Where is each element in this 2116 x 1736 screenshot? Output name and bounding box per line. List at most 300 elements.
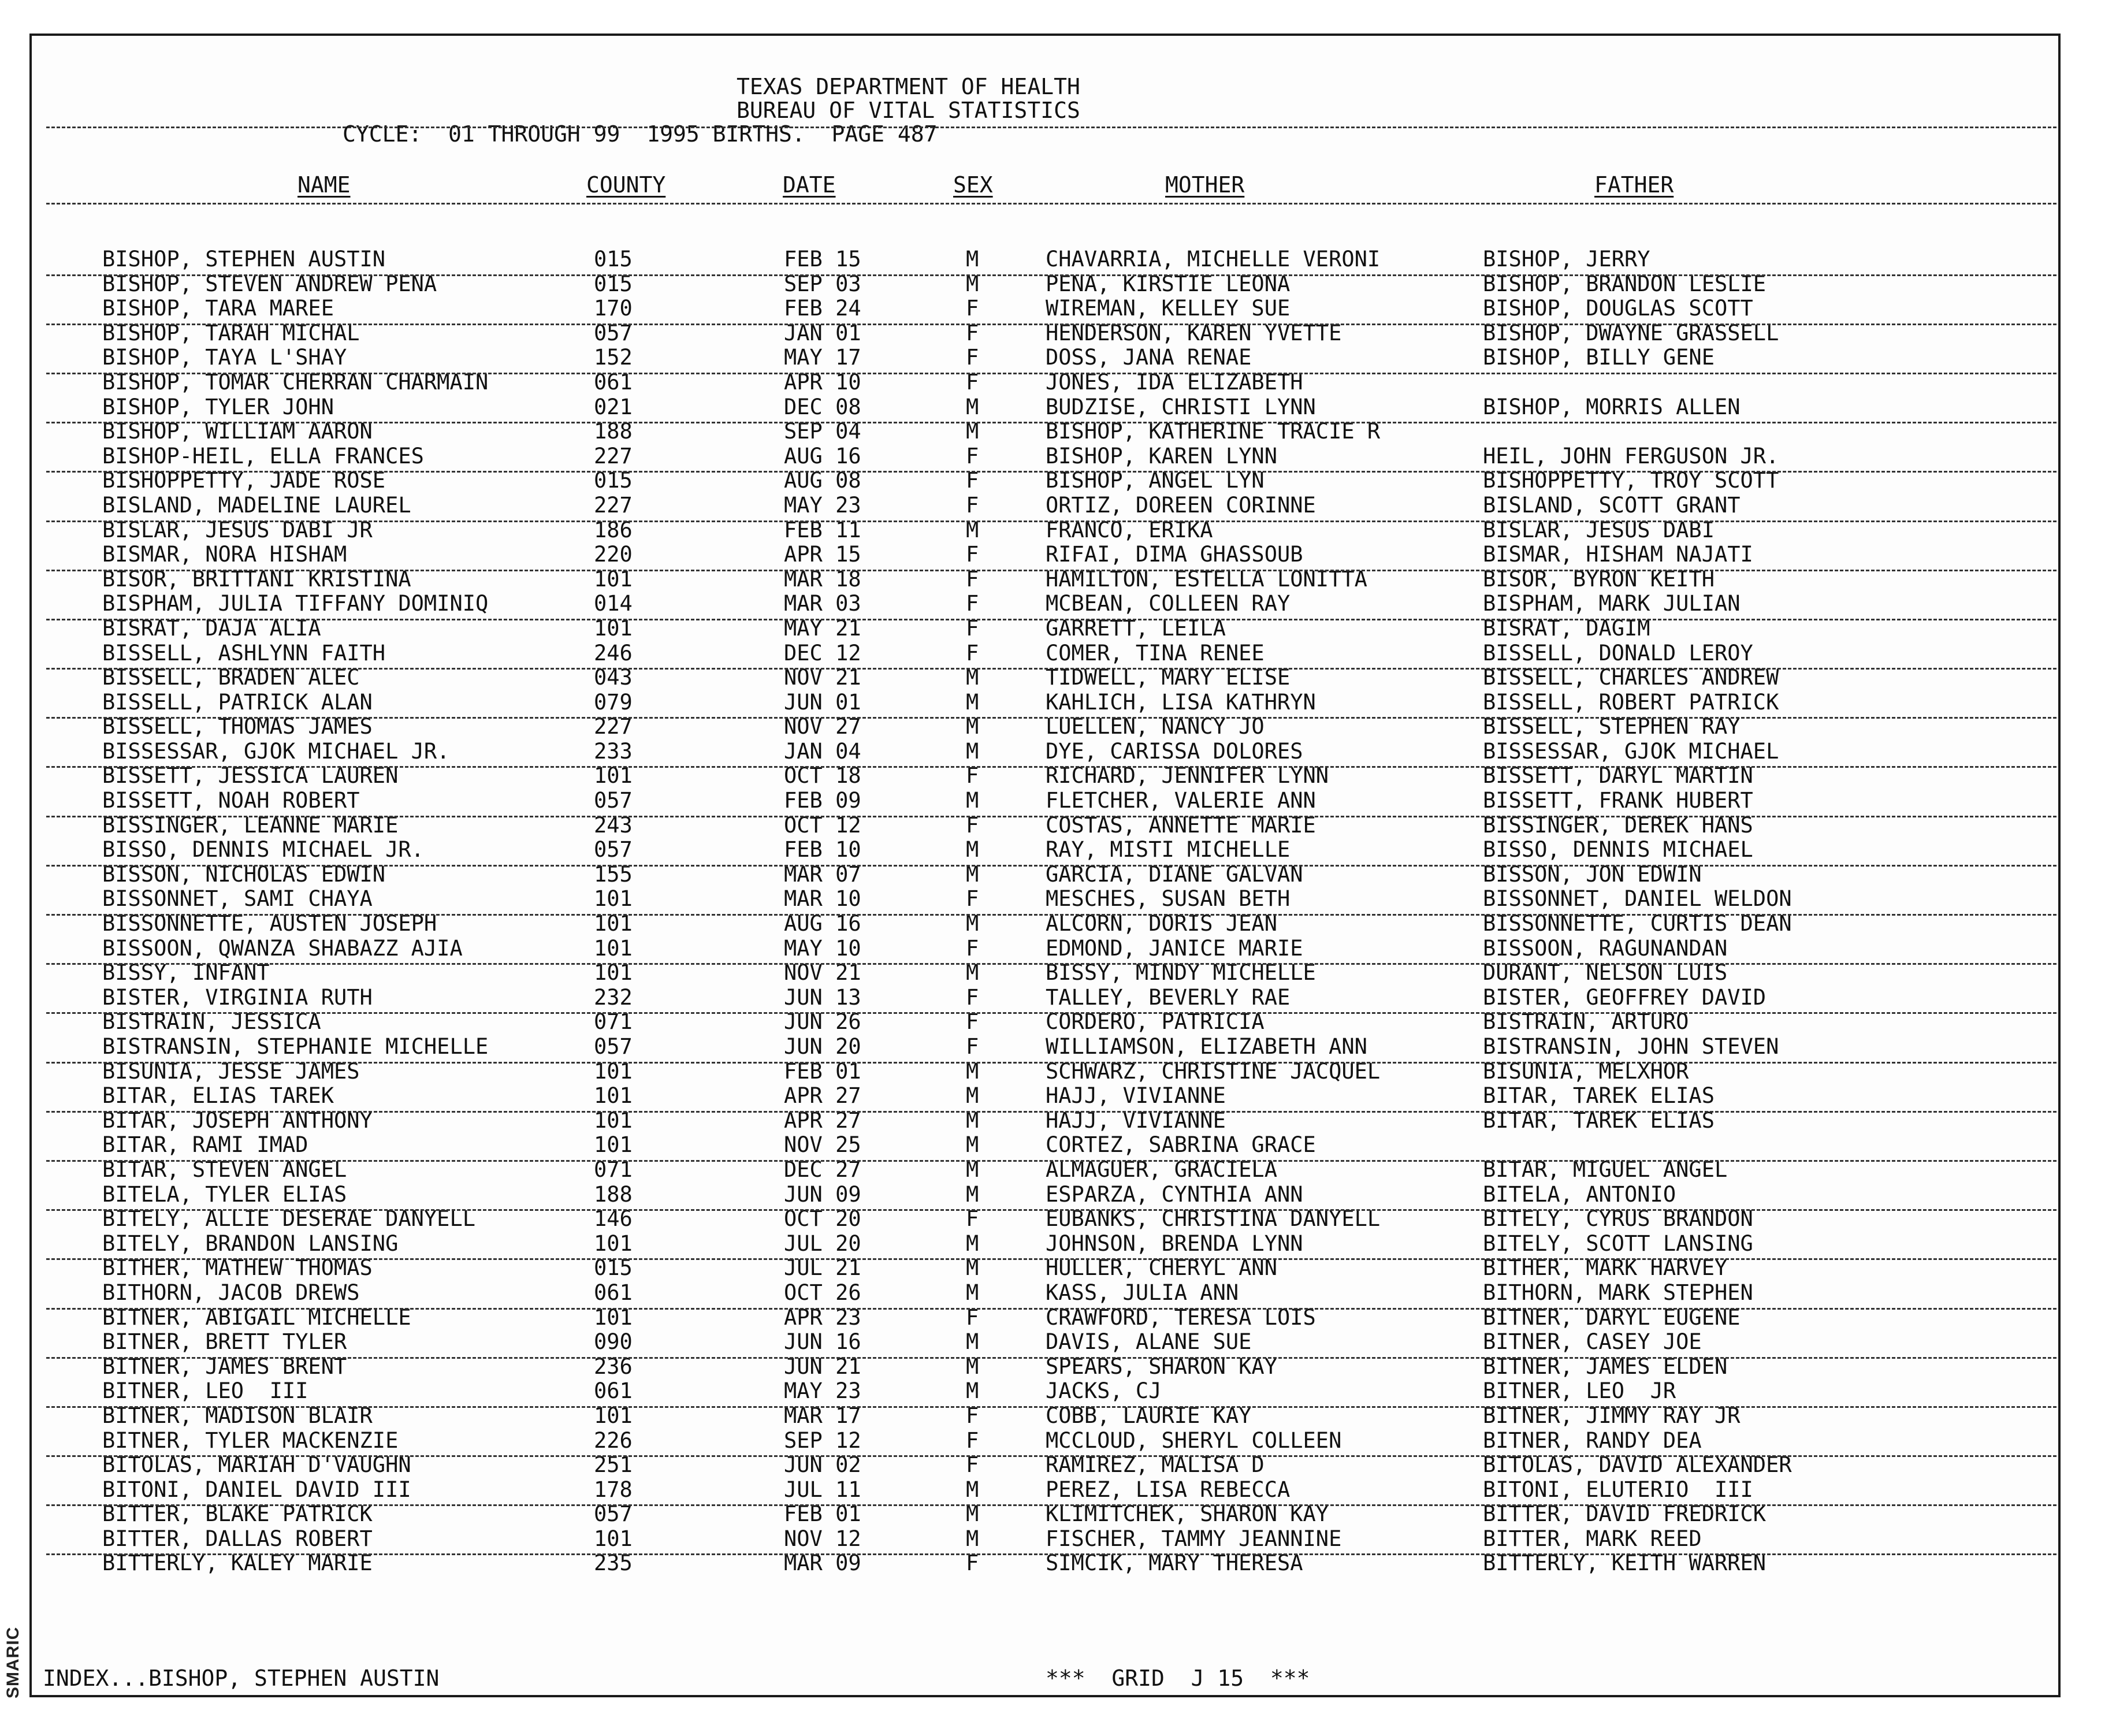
cell-father: BISSETT, FRANK HUBERT	[1483, 788, 1753, 813]
cell-sex: M	[966, 1083, 979, 1109]
cell-mother: TIDWELL, MARY ELISE	[1046, 665, 1291, 690]
cell-sex: M	[966, 665, 979, 690]
table-row	[0, 936, 2116, 961]
cell-sex: F	[966, 296, 979, 321]
cell-father: BITTER, MARK REED	[1483, 1526, 1702, 1551]
cell-father: BISSELL, ROBERT PATRICK	[1483, 689, 1779, 715]
cell-county: 015	[594, 271, 633, 296]
cell-father: HEIL, JOHN FERGUSON JR.	[1483, 443, 1779, 469]
table-row	[0, 493, 2116, 518]
table-row	[0, 469, 2116, 493]
cycle-line: CYCLE: 01 THROUGH 99 1995 BIRTHS. PAGE 487	[343, 121, 938, 147]
cell-county: 101	[594, 566, 633, 592]
cell-date: AUG 16	[784, 911, 861, 936]
cell-county: 079	[594, 689, 633, 715]
cell-sex: M	[966, 1354, 979, 1379]
cell-sex: F	[966, 345, 979, 370]
cell-sex: F	[966, 1206, 979, 1232]
table-row	[0, 739, 2116, 764]
cell-county: 101	[594, 615, 633, 641]
cell-sex: M	[966, 1157, 979, 1182]
cell-mother: COBB, LAURIE KAY	[1046, 1403, 1252, 1428]
cell-name: BISHOP-HEIL, ELLA FRANCES	[102, 443, 424, 469]
cell-date: FEB 24	[784, 296, 861, 321]
cell-sex: M	[966, 1132, 979, 1158]
cell-sex: M	[966, 1477, 979, 1502]
cell-county: 071	[594, 1009, 633, 1035]
table-row	[0, 1330, 2116, 1355]
cell-name: BISTRANSIN, STEPHANIE MICHELLE	[102, 1034, 489, 1059]
cell-county: 043	[594, 665, 633, 690]
cell-date: FEB 09	[784, 788, 861, 813]
cell-sex: M	[966, 1280, 979, 1305]
cell-county: 061	[594, 1378, 633, 1404]
table-row	[0, 789, 2116, 813]
cell-father: BISSELL, STEPHEN RAY	[1483, 714, 1741, 739]
cell-name: BITAR, JOSEPH ANTHONY	[102, 1107, 373, 1133]
cell-county: 061	[594, 1280, 633, 1305]
column-header-county: COUNTY	[586, 172, 666, 198]
cell-sex: M	[966, 960, 979, 986]
cell-date: JAN 01	[784, 320, 861, 345]
cell-sex: M	[966, 394, 979, 419]
cell-county: 057	[594, 837, 633, 863]
cell-sex: M	[966, 1058, 979, 1084]
table-row	[0, 444, 2116, 469]
table-row	[0, 1158, 2116, 1183]
cell-date: JUN 26	[784, 1009, 861, 1035]
cell-mother: KASS, JULIA ANN	[1046, 1280, 1239, 1305]
cell-father: BITTERLY, KEITH WARREN	[1483, 1551, 1767, 1576]
table-row	[0, 321, 2116, 346]
cell-sex: M	[966, 1231, 979, 1256]
cell-mother: BISHOP, ANGEL LYN	[1046, 468, 1265, 493]
cell-date: FEB 11	[784, 517, 861, 542]
cell-name: BISSY, INFANT	[102, 960, 270, 986]
column-header-father: FATHER	[1594, 172, 1674, 198]
cell-father: BISMAR, HISHAM NAJATI	[1483, 542, 1753, 567]
cell-county: 057	[594, 1034, 633, 1059]
cell-sex: F	[966, 492, 979, 518]
table-row	[0, 1084, 2116, 1109]
cell-mother: DAVIS, ALANE SUE	[1046, 1329, 1252, 1355]
cell-date: JUN 20	[784, 1034, 861, 1059]
cell-sex: F	[966, 812, 979, 838]
cell-county: 101	[594, 1058, 633, 1084]
cell-name: BISSELL, THOMAS JAMES	[102, 714, 373, 739]
cell-father: BISTRANSIN, JOHN STEVEN	[1483, 1034, 1779, 1059]
cell-father: BISHOP, DWAYNE GRASSELL	[1483, 320, 1779, 345]
cell-name: BISLAND, MADELINE LAUREL	[102, 492, 411, 518]
cell-county: 015	[594, 468, 633, 493]
cell-mother: CHAVARRIA, MICHELLE VERONI	[1046, 247, 1381, 272]
cell-mother: MCBEAN, COLLEEN RAY	[1046, 591, 1291, 616]
cell-father: BISLAND, SCOTT GRANT	[1483, 492, 1741, 518]
cell-sex: F	[966, 640, 979, 666]
cell-mother: HULLER, CHERYL ANN	[1046, 1255, 1277, 1281]
cell-sex: M	[966, 1329, 979, 1355]
cell-father: BISHOP, BRANDON LESLIE	[1483, 271, 1767, 296]
cell-name: BISHOP, TOMAR CHERRAN CHARMAIN	[102, 369, 489, 395]
table-row	[0, 616, 2116, 641]
cell-sex: M	[966, 689, 979, 715]
column-header-dashed-rule	[46, 203, 2057, 205]
cell-father: BISSONNET, DANIEL WELDON	[1483, 886, 1792, 912]
cell-father: BITOLAS, DAVID ALEXANDER	[1483, 1452, 1792, 1478]
cell-mother: COSTAS, ANNETTE MARIE	[1046, 812, 1316, 838]
cell-name: BISSELL, PATRICK ALAN	[102, 689, 373, 715]
cell-mother: RIFAI, DIMA GHASSOUB	[1046, 542, 1303, 567]
cell-county: 101	[594, 1526, 633, 1551]
cell-county: 220	[594, 542, 633, 567]
cell-mother: RAY, MISTI MICHELLE	[1046, 837, 1291, 863]
cell-date: JUL 20	[784, 1231, 861, 1256]
cell-mother: GARRETT, LEILA	[1046, 615, 1226, 641]
cell-father: BISSON, JON EDWIN	[1483, 861, 1702, 887]
cell-name: BISRAT, DAJA ALIA	[102, 615, 321, 641]
cell-date: MAR 07	[784, 861, 861, 887]
cell-mother: LUELLEN, NANCY JO	[1046, 714, 1265, 739]
cell-mother: ALCORN, DORIS JEAN	[1046, 911, 1277, 936]
cell-father: BITNER, JAMES ELDEN	[1483, 1354, 1728, 1379]
cell-date: NOV 27	[784, 714, 861, 739]
cell-mother: PEREZ, LISA REBECCA	[1046, 1477, 1291, 1502]
cell-county: 235	[594, 1551, 633, 1576]
cell-father: BITAR, MIGUEL ANGEL	[1483, 1157, 1728, 1182]
cell-date: JUN 02	[784, 1452, 861, 1478]
table-row	[0, 518, 2116, 543]
cell-name: BITELY, BRANDON LANSING	[102, 1231, 399, 1256]
cell-name: BISSINGER, LEANNE MARIE	[102, 812, 399, 838]
cell-name: BISPHAM, JULIA TIFFANY DOMINIQ	[102, 591, 489, 616]
cell-date: NOV 12	[784, 1526, 861, 1551]
cell-county: 178	[594, 1477, 633, 1502]
cell-name: BITAR, ELIAS TAREK	[102, 1083, 334, 1109]
table-row	[0, 1232, 2116, 1257]
cell-mother: DYE, CARISSA DOLORES	[1046, 738, 1303, 764]
cell-mother: EDMOND, JANICE MARIE	[1046, 935, 1303, 961]
cell-county: 233	[594, 738, 633, 764]
cell-name: BISSOON, QWANZA SHABAZZ AJIA	[102, 935, 463, 961]
cell-name: BISSONNET, SAMI CHAYA	[102, 886, 373, 912]
cell-name: BITNER, LEO III	[102, 1378, 308, 1404]
table-row	[0, 1404, 2116, 1429]
table-row	[0, 419, 2116, 444]
cell-name: BISTRAIN, JESSICA	[102, 1009, 321, 1035]
cell-sex: F	[966, 886, 979, 912]
table-row	[0, 690, 2116, 715]
cell-date: FEB 10	[784, 837, 861, 863]
table-row	[0, 395, 2116, 420]
cell-name: BISSETT, JESSICA LAUREN	[102, 763, 399, 789]
cell-name: BISSON, NICHOLAS EDWIN	[102, 861, 386, 887]
cell-date: AUG 16	[784, 443, 861, 469]
cell-county: 101	[594, 1107, 633, 1133]
cell-name: BITAR, STEVEN ANGEL	[102, 1157, 347, 1182]
table-row	[0, 1306, 2116, 1330]
cell-county: 021	[594, 394, 633, 419]
table-row	[0, 592, 2116, 616]
cell-name: BISTER, VIRGINIA RUTH	[102, 984, 373, 1010]
cell-father: BISSOON, RAGUNANDAN	[1483, 935, 1728, 961]
table-row	[0, 272, 2116, 297]
cell-date: JUN 21	[784, 1354, 861, 1379]
cell-name: BISSONNETTE, AUSTEN JOSEPH	[102, 911, 437, 936]
cell-date: MAY 23	[784, 492, 861, 518]
table-row	[0, 567, 2116, 592]
cell-mother: ALMAGUER, GRACIELA	[1046, 1157, 1277, 1182]
cell-sex: M	[966, 1107, 979, 1133]
cell-date: JUN 01	[784, 689, 861, 715]
cell-county: 014	[594, 591, 633, 616]
column-header-name: NAME	[297, 172, 351, 198]
cell-father: BISLAR, JESUS DABI	[1483, 517, 1715, 542]
table-row	[0, 1010, 2116, 1035]
cell-date: SEP 04	[784, 419, 861, 444]
cell-father: BISHOP, JERRY	[1483, 247, 1650, 272]
cell-mother: CORTEZ, SABRINA GRACE	[1046, 1132, 1316, 1158]
cell-date: MAR 09	[784, 1551, 861, 1576]
cell-name: BITOLAS, MARIAH D'VAUGHN	[102, 1452, 411, 1478]
cell-sex: M	[966, 738, 979, 764]
cell-mother: KLIMITCHEK, SHARON KAY	[1046, 1501, 1329, 1527]
table-row	[0, 1109, 2116, 1133]
cell-county: 101	[594, 1231, 633, 1256]
cell-sex: F	[966, 984, 979, 1010]
cell-sex: F	[966, 320, 979, 345]
cell-sex: M	[966, 247, 979, 272]
cell-sex: M	[966, 271, 979, 296]
cell-name: BISSO, DENNIS MICHAEL JR.	[102, 837, 424, 863]
table-row	[0, 1453, 2116, 1478]
cell-sex: M	[966, 1526, 979, 1551]
table-row	[0, 370, 2116, 395]
column-header-mother: MOTHER	[1165, 172, 1245, 198]
cell-father: BISHOP, BILLY GENE	[1483, 345, 1715, 370]
cell-sex: F	[966, 615, 979, 641]
cell-date: JUN 09	[784, 1181, 861, 1207]
cell-mother: FRANCO, ERIKA	[1046, 517, 1213, 542]
cell-mother: WILLIAMSON, ELIZABETH ANN	[1046, 1034, 1367, 1059]
cell-date: NOV 21	[784, 960, 861, 986]
cell-father: BISSINGER, DEREK HANS	[1483, 812, 1753, 838]
cell-father: BISUNIA, MELXHOR	[1483, 1058, 1689, 1084]
cell-name: BITNER, TYLER MACKENZIE	[102, 1428, 399, 1453]
cell-date: OCT 18	[784, 763, 861, 789]
cell-name: BITNER, JAMES BRENT	[102, 1354, 347, 1379]
cell-mother: BISHOP, KATHERINE TRACIE R	[1046, 419, 1381, 444]
cell-mother: GARCIA, DIANE GALVAN	[1046, 861, 1303, 887]
cell-sex: F	[966, 1452, 979, 1478]
table-row	[0, 1478, 2116, 1503]
cell-county: 246	[594, 640, 633, 666]
cell-date: MAR 03	[784, 591, 861, 616]
cell-mother: ESPARZA, CYNTHIA ANN	[1046, 1181, 1303, 1207]
cell-sex: F	[966, 935, 979, 961]
header-dashed-rule	[46, 127, 2057, 128]
cell-sex: F	[966, 1034, 979, 1059]
cell-date: JUN 16	[784, 1329, 861, 1355]
table-row	[0, 1133, 2116, 1158]
cell-date: SEP 12	[784, 1428, 861, 1453]
cell-county: 057	[594, 1501, 633, 1527]
cell-name: BITNER, ABIGAIL MICHELLE	[102, 1304, 411, 1330]
cell-date: APR 27	[784, 1083, 861, 1109]
cell-sex: F	[966, 369, 979, 395]
cell-mother: FISCHER, TAMMY JEANNINE	[1046, 1526, 1342, 1551]
cell-name: BISSESSAR, GJOK MICHAEL JR.	[102, 738, 450, 764]
table-row	[0, 887, 2116, 912]
cell-sex: M	[966, 788, 979, 813]
cell-mother: COMER, TINA RENEE	[1046, 640, 1265, 666]
table-row	[0, 1502, 2116, 1527]
cell-county: 226	[594, 1428, 633, 1453]
cell-county: 057	[594, 320, 633, 345]
cell-mother: ORTIZ, DOREEN CORINNE	[1046, 492, 1316, 518]
cell-name: BISUNIA, JESSE JAMES	[102, 1058, 360, 1084]
cell-name: BISHOP, STEPHEN AUSTIN	[102, 247, 386, 272]
cell-county: 057	[594, 788, 633, 813]
cell-father: BISSO, DENNIS MICHAEL	[1483, 837, 1753, 863]
cell-date: JUL 21	[784, 1255, 861, 1281]
cell-date: MAY 17	[784, 345, 861, 370]
cell-name: BISHOP, TARAH MICHAL	[102, 320, 360, 345]
cell-father: BISRAT, DAGIM	[1483, 615, 1650, 641]
cell-father: BITELY, CYRUS BRANDON	[1483, 1206, 1753, 1232]
cell-father: BISTRAIN, ARTURO	[1483, 1009, 1689, 1035]
cell-mother: HAJJ, VIVIANNE	[1046, 1083, 1226, 1109]
cell-county: 152	[594, 345, 633, 370]
cell-date: DEC 27	[784, 1157, 861, 1182]
cell-date: SEP 03	[784, 271, 861, 296]
cell-date: OCT 12	[784, 812, 861, 838]
cell-date: OCT 26	[784, 1280, 861, 1305]
cell-sex: M	[966, 1181, 979, 1207]
cell-county: 090	[594, 1329, 633, 1355]
cell-county: 188	[594, 419, 633, 444]
cell-date: AUG 08	[784, 468, 861, 493]
cell-father: BITTER, DAVID FREDRICK	[1483, 1501, 1767, 1527]
cell-county: 101	[594, 935, 633, 961]
cell-date: APR 15	[784, 542, 861, 567]
grid-footer: *** GRID J 15 ***	[1046, 1666, 1310, 1691]
cell-county: 227	[594, 443, 633, 469]
table-row	[0, 764, 2116, 789]
cell-date: FEB 01	[784, 1058, 861, 1084]
table-row	[0, 1379, 2116, 1404]
cell-sex: F	[966, 468, 979, 493]
cell-county: 227	[594, 492, 633, 518]
cell-date: MAY 10	[784, 935, 861, 961]
cell-date: JUL 11	[784, 1477, 861, 1502]
cell-county: 251	[594, 1452, 633, 1478]
cell-sex: F	[966, 566, 979, 592]
cell-father: BITNER, DARYL EUGENE	[1483, 1304, 1741, 1330]
cell-sex: F	[966, 591, 979, 616]
table-row	[0, 1256, 2116, 1281]
table-row	[0, 1551, 2116, 1576]
cell-county: 236	[594, 1354, 633, 1379]
cell-mother: BUDZISE, CHRISTI LYNN	[1046, 394, 1316, 419]
cell-date: MAY 23	[784, 1378, 861, 1404]
cell-father: BITELY, SCOTT LANSING	[1483, 1231, 1753, 1256]
cell-father: BISSELL, DONALD LEROY	[1483, 640, 1753, 666]
cell-mother: WIREMAN, KELLEY SUE	[1046, 296, 1291, 321]
cell-mother: JACKS, CJ	[1046, 1378, 1162, 1404]
cell-name: BISHOP, STEVEN ANDREW PENA	[102, 271, 437, 296]
cell-father: BITAR, TAREK ELIAS	[1483, 1107, 1715, 1133]
cell-sex: M	[966, 714, 979, 739]
cell-father: BITELA, ANTONIO	[1483, 1181, 1676, 1207]
cell-sex: F	[966, 443, 979, 469]
cell-sex: F	[966, 1551, 979, 1576]
cell-county: 061	[594, 369, 633, 395]
table-row	[0, 961, 2116, 986]
cell-sex: M	[966, 517, 979, 542]
cell-date: APR 10	[784, 369, 861, 395]
table-row	[0, 1281, 2116, 1306]
cell-name: BITTER, BLAKE PATRICK	[102, 1501, 373, 1527]
cell-father: BITNER, JIMMY RAY JR	[1483, 1403, 1741, 1428]
cell-sex: F	[966, 542, 979, 567]
cell-county: 243	[594, 812, 633, 838]
cell-father: BITNER, CASEY JOE	[1483, 1329, 1702, 1355]
side-stamp: SMARIC	[3, 1626, 23, 1698]
cell-father: BISOR, BYRON KEITH	[1483, 566, 1715, 592]
cell-sex: F	[966, 1403, 979, 1428]
table-row	[0, 1060, 2116, 1084]
table-row	[0, 1429, 2116, 1454]
cell-name: BISHOPPETTY, JADE ROSE	[102, 468, 386, 493]
cell-sex: F	[966, 1304, 979, 1330]
cell-name: BISMAR, NORA HISHAM	[102, 542, 347, 567]
cell-sex: M	[966, 911, 979, 936]
cell-mother: CORDERO, PATRICIA	[1046, 1009, 1265, 1035]
agency-title: TEXAS DEPARTMENT OF HEALTH	[737, 74, 1080, 99]
cell-name: BITNER, BRETT TYLER	[102, 1329, 347, 1355]
cell-mother: MCCLOUD, SHERYL COLLEEN	[1046, 1428, 1342, 1453]
cell-sex: F	[966, 763, 979, 789]
table-row	[0, 863, 2116, 887]
cell-mother: FLETCHER, VALERIE ANN	[1046, 788, 1316, 813]
cell-mother: HENDERSON, KAREN YVETTE	[1046, 320, 1342, 345]
cell-name: BISHOP, WILLIAM AARON	[102, 419, 373, 444]
table-row	[0, 715, 2116, 739]
table-row	[0, 666, 2116, 690]
cell-county: 232	[594, 984, 633, 1010]
cell-sex: M	[966, 1255, 979, 1281]
cell-father: BITHER, MARK HARVEY	[1483, 1255, 1728, 1281]
cell-date: APR 27	[784, 1107, 861, 1133]
cell-name: BISLAR, JESUS DABI JR	[102, 517, 373, 542]
cell-mother: CRAWFORD, TERESA LOIS	[1046, 1304, 1316, 1330]
cell-mother: JONES, IDA ELIZABETH	[1046, 369, 1303, 395]
cell-sex: M	[966, 837, 979, 863]
cell-name: BITAR, RAMI IMAD	[102, 1132, 308, 1158]
cell-date: DEC 08	[784, 394, 861, 419]
cell-date: JUN 13	[784, 984, 861, 1010]
cell-date: OCT 20	[784, 1206, 861, 1232]
cell-name: BISOR, BRITTANI KRISTINA	[102, 566, 411, 592]
cell-name: BITTERLY, KALEY MARIE	[102, 1551, 373, 1576]
cell-date: MAR 10	[784, 886, 861, 912]
cell-sex: M	[966, 419, 979, 444]
cell-county: 146	[594, 1206, 633, 1232]
cell-name: BISSELL, BRADEN ALEC	[102, 665, 360, 690]
cell-father: BITHORN, MARK STEPHEN	[1483, 1280, 1753, 1305]
cell-county: 186	[594, 517, 633, 542]
cell-name: BITNER, MADISON BLAIR	[102, 1403, 373, 1428]
